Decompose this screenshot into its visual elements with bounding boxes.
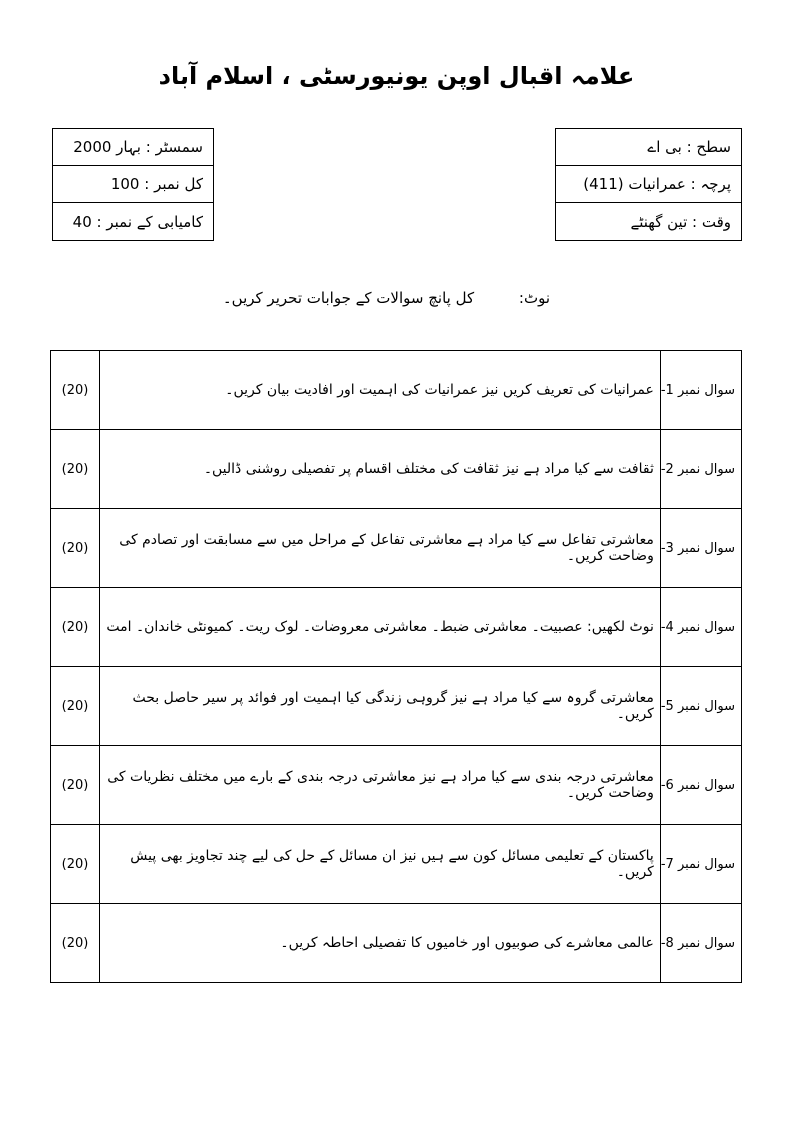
level-value: بی اے	[647, 138, 682, 156]
pass-marks-value: 40	[72, 212, 92, 231]
question-marks: (20)	[51, 746, 100, 825]
exam-info-right	[555, 128, 742, 241]
question-marks: (20)	[51, 351, 100, 430]
question-number: سوال نمبر 7-	[660, 825, 741, 904]
instruction-note	[180, 289, 550, 307]
time-label: وقت :	[692, 212, 731, 231]
question-text: عالمی معاشرے کی صوبیوں اور خامیوں کا تفصیلی احاطہ کریں۔	[100, 904, 661, 983]
question-text: معاشرتی گروہ سے کیا مراد ہے نیز گروہی زندگی کیا اہمیت اور فوائد پر سیر حاصل بحث کریں۔	[100, 667, 661, 746]
semester-label: سمسٹر :	[145, 138, 203, 156]
question-marks: (20)	[51, 588, 100, 667]
question-text: ثقافت سے کیا مراد ہے نیز ثقافت کی مختلف اقسام پر تفصیلی روشنی ڈالیں۔	[100, 430, 661, 509]
total-marks-label: کل نمبر :	[144, 175, 203, 193]
question-number: سوال نمبر 5-	[660, 667, 741, 746]
level-label: سطح :	[686, 138, 731, 156]
paper-row	[556, 166, 741, 203]
question-row	[51, 904, 742, 983]
question-row	[51, 588, 742, 667]
question-marks: (20)	[51, 509, 100, 588]
time-row	[556, 203, 741, 240]
question-row	[51, 746, 742, 825]
paper-label: پرچہ :	[690, 175, 731, 193]
question-text: نوٹ لکھیں: عصبیت۔ معاشرتی ضبط۔ معاشرتی معروضات۔ لوک ریت۔ کمیونٹی خاندان۔ امت	[100, 588, 661, 667]
total-marks-value: 100	[110, 175, 140, 193]
question-row	[51, 825, 742, 904]
pass-marks-row	[53, 203, 213, 240]
page-title: علامہ اقبال اوپن یونیورسٹی ، اسلام آباد	[158, 62, 635, 90]
time-value: تین گھنٹے	[630, 212, 688, 231]
question-text: عمرانیات کی تعریف کریں نیز عمرانیات کی اہمیت اور افادیت بیان کریں۔	[100, 351, 661, 430]
question-number: سوال نمبر 1-	[660, 351, 741, 430]
question-number: سوال نمبر 2-	[660, 430, 741, 509]
question-marks: (20)	[51, 430, 100, 509]
question-marks: (20)	[51, 904, 100, 983]
level-row	[556, 129, 741, 166]
semester-value: بہار 2000	[73, 138, 141, 156]
questions-table	[50, 350, 742, 983]
question-marks: (20)	[51, 667, 100, 746]
question-number: سوال نمبر 3-	[660, 509, 741, 588]
note-text: کل پانچ سوالات کے جوابات تحریر کریں۔	[222, 289, 475, 307]
exam-info-left	[52, 128, 214, 241]
question-number: سوال نمبر 4-	[660, 588, 741, 667]
question-row	[51, 430, 742, 509]
pass-marks-label: کامیابی کے نمبر :	[96, 212, 203, 231]
note-label: نوٹ:	[518, 289, 550, 307]
semester-row	[53, 129, 213, 166]
question-text: پاکستان کے تعلیمی مسائل کون سے ہیں نیز ان مسائل کے حل کی لیے چند تجاویز بھی پیش کریں۔	[100, 825, 661, 904]
question-text: معاشرتی تفاعل سے کیا مراد ہے معاشرتی تفاعل کے مراحل میں سے مسابقت اور تصادم کی وضاحت کریں۔	[100, 509, 661, 588]
question-row	[51, 351, 742, 430]
question-number: سوال نمبر 6-	[660, 746, 741, 825]
total-marks-row	[53, 166, 213, 203]
paper-value: عمرانیات (411)	[583, 175, 686, 193]
question-row	[51, 667, 742, 746]
question-number: سوال نمبر 8-	[660, 904, 741, 983]
question-row	[51, 509, 742, 588]
question-text: معاشرتی درجہ بندی سے کیا مراد ہے نیز معاشرتی درجہ بندی کے بارے میں مختلف نظریات کی وضاحت کریں۔	[100, 746, 661, 825]
question-marks: (20)	[51, 825, 100, 904]
